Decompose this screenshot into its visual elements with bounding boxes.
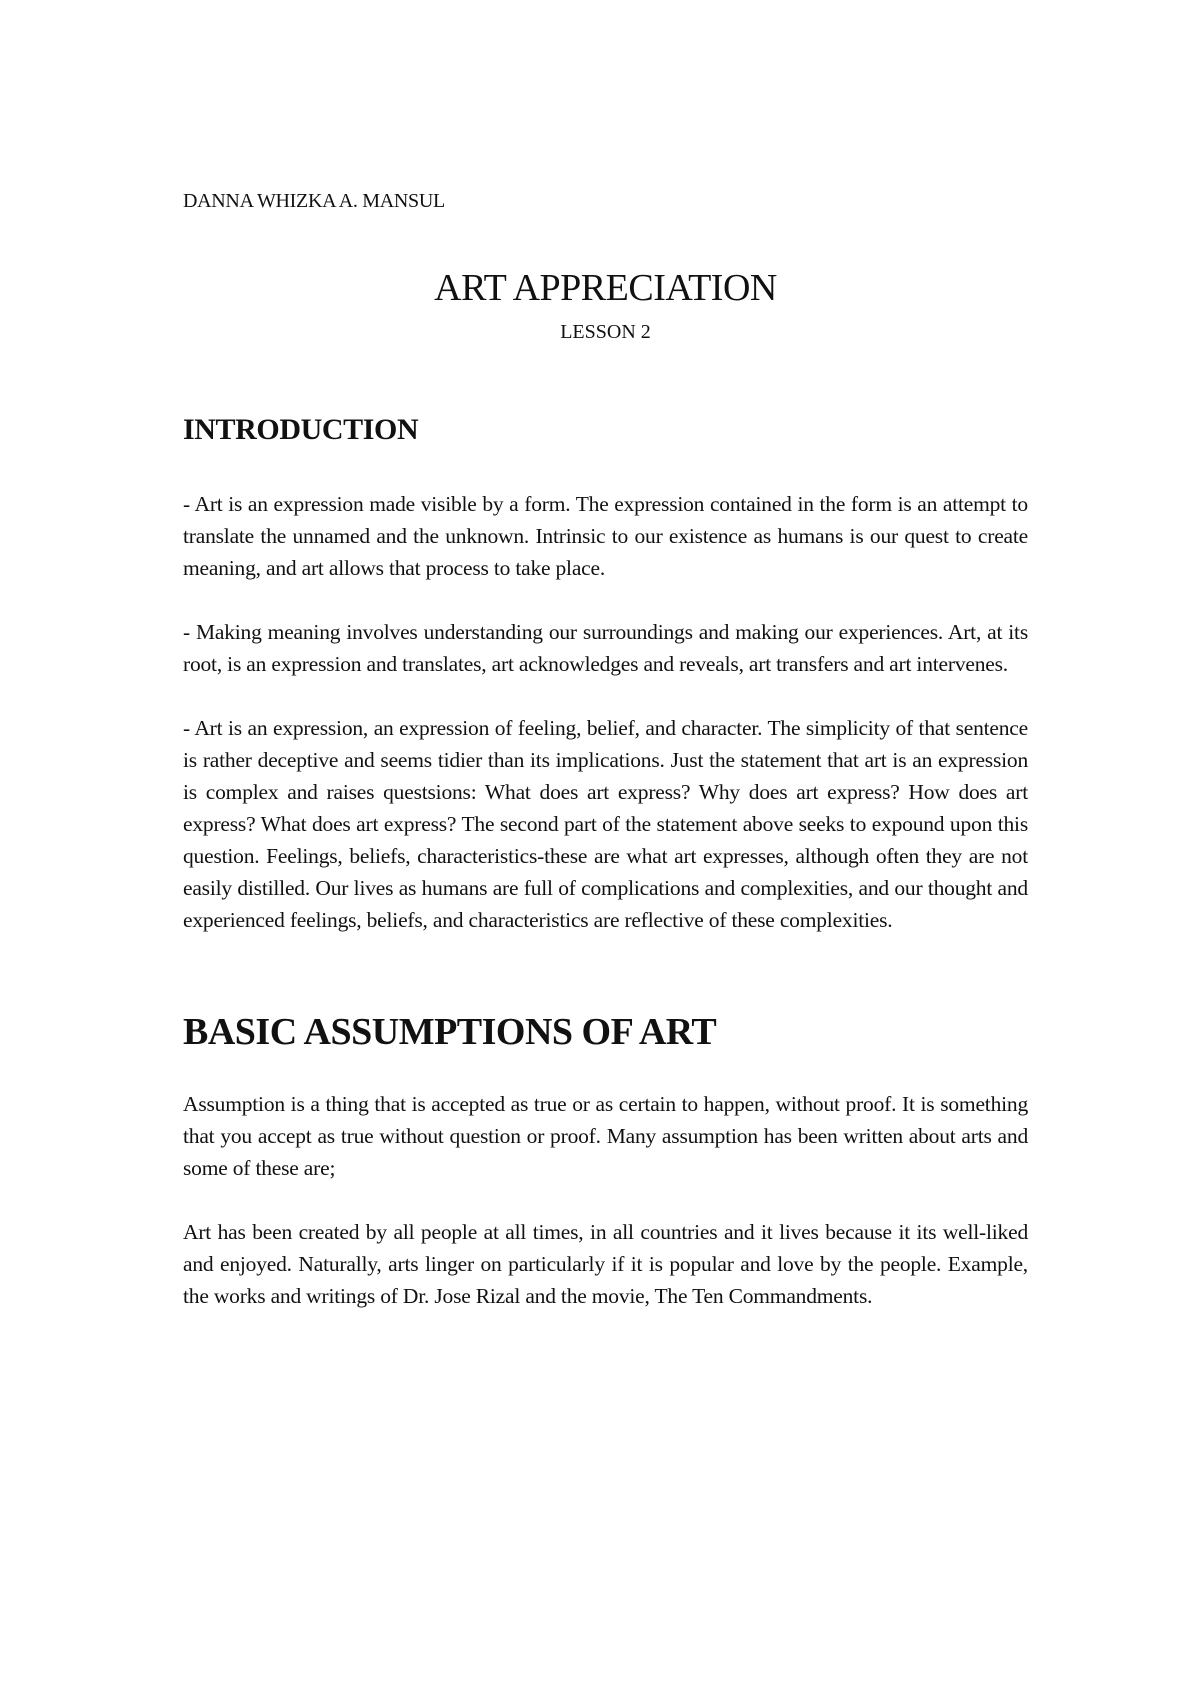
document-title: ART APPRECIATION: [434, 267, 777, 309]
author-name: DANNA WHIZKA A. MANSUL: [183, 190, 445, 212]
page-content: [183, 186, 1028, 1312]
lesson-number: LESSON 2: [560, 321, 651, 343]
assumptions-paragraph-1: Assumption is a thing that is accepted as true or as certain to happen, without proof. It is something that you accept as true without question or proof. Many assumption has been written about arts and some of these are;: [183, 1092, 1028, 1180]
intro-paragraph-3: - Art is an expression, an expression of feeling, belief, and character. The simplicity of that sentence is rather deceptive and seems tidier than its implications. Just the statement that art is an expression is complex and raises questsions: What does art express? Why does art express? How does art express? What does art express? The second part of the statement above seeks to expound upon this question. Feelings, beliefs, characteristics-these are what art expresses, although often they are not easily distilled. Our lives as humans are full of complications and complexities, and our thought and experienced feelings, beliefs, and characteristics are reflective of these complexities.: [183, 716, 1028, 932]
section-heading-introduction: INTRODUCTION: [183, 413, 419, 446]
section-heading-basic-assumptions: BASIC ASSUMPTIONS OF ART: [183, 1011, 717, 1053]
intro-paragraph-1: - Art is an expression made visible by a form. The expression contained in the form is an attempt to translate the unnamed and the unknown. Intrinsic to our existence as humans is our quest to create meaning, and art allows that process to take place.: [183, 492, 1028, 580]
intro-paragraph-2: - Making meaning involves understanding our surroundings and making our experiences. Art, at its root, is an expression and translates, art acknowledges and reveals, art transfers and art intervenes.: [183, 620, 1028, 676]
assumptions-paragraph-2: Art has been created by all people at all times, in all countries and it lives because it its well-liked and enjoyed. Naturally, arts linger on particularly if it is popular and love by the people. Example, the works and writings of Dr. Jose Rizal and the movie, The Ten Commandments.: [183, 1220, 1028, 1308]
